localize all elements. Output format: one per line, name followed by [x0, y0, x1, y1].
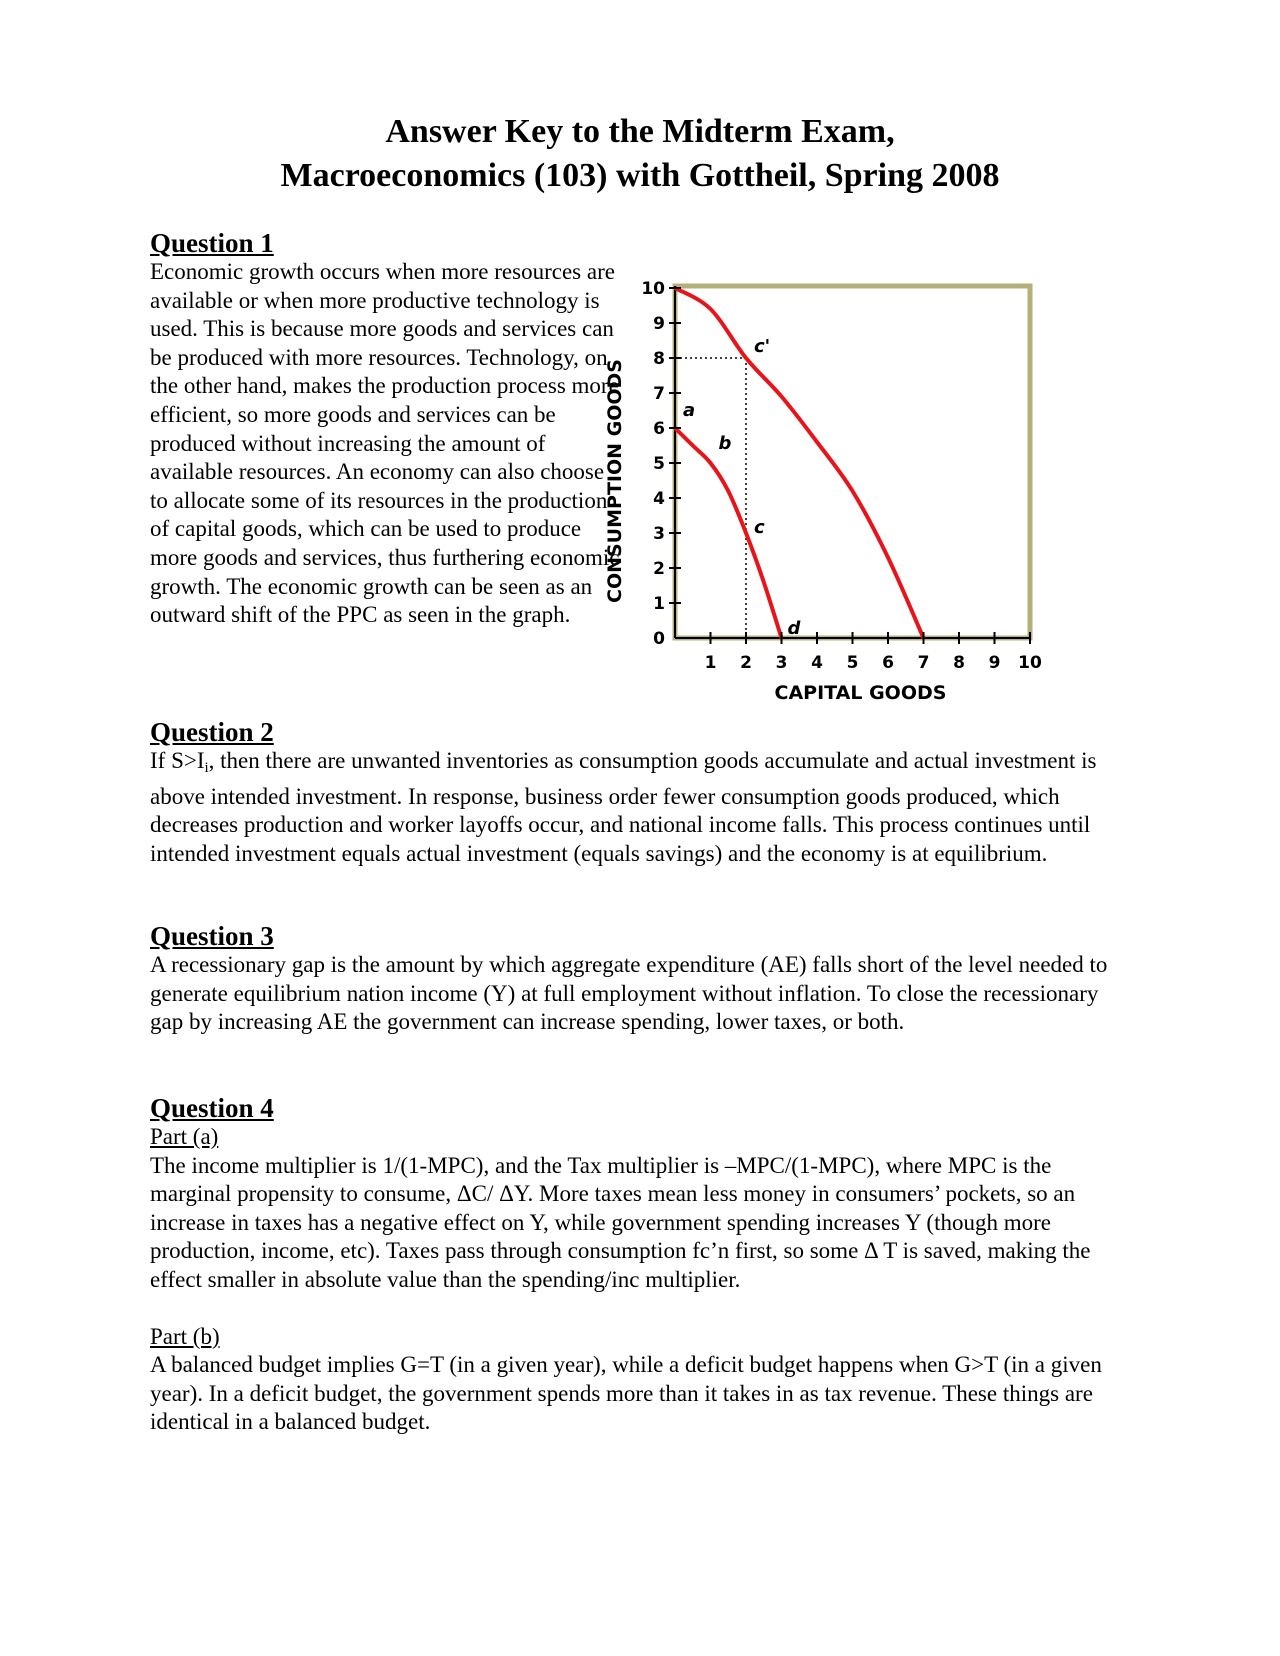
part-b-body: A balanced budget implies G=T (in a given year), while a deficit budget happens when G>T (in a given year). In a deficit budget, the government spends more than it takes in as tax revenue. These things are identical in a balanced budget. — [150, 1352, 1102, 1435]
x-tick-label: 1 — [704, 653, 717, 673]
question-2-section — [150, 717, 1130, 868]
part-a-label: Part (a) — [150, 1124, 219, 1149]
question-2-body — [150, 747, 1130, 868]
question-2-body-start: If S>I — [150, 748, 205, 773]
question-1-body: Economic growth occurs when more resources are available or when more productive technology is used. This is because more goods and services can be produced with more resources. Technology, on the other hand, makes the production process more efficient, so more goods and services can be produced without increasing the amount of available resources. An economy can also choose to allocate some of its resources in the production of capital goods, which can be used to produce more goods and services, thus furthering economic growth. The economic growth can be seen as an outward shift of the PPC as seen in the graph. — [150, 259, 620, 628]
y-tick-label: 9 — [653, 314, 665, 334]
question-2-heading: Question 2 — [150, 717, 274, 747]
question-1-section — [150, 228, 620, 630]
inner-ppc-curve — [675, 428, 782, 638]
point-label-c: c — [754, 517, 765, 538]
page-title — [0, 110, 1280, 198]
y-tick-label: 1 — [653, 594, 665, 614]
question-1-heading: Question 1 — [150, 228, 274, 258]
y-tick-label: 6 — [653, 419, 665, 439]
plot-frame — [675, 286, 1030, 638]
y-tick-label: 8 — [653, 349, 665, 369]
y-tick-label: 2 — [653, 559, 665, 579]
y-tick-label: 5 — [653, 454, 665, 474]
part-spacer — [150, 1295, 1130, 1323]
part-b-label: Part (b) — [150, 1323, 220, 1349]
x-tick-label: 6 — [882, 653, 894, 673]
ppc-chart — [604, 268, 1100, 728]
part-a-body: The income multiplier is 1/(1-MPC), and the Tax multiplier is –MPC/(1-MPC), where MPC is the marginal propensity to consume, ΔC/ ΔY. More taxes mean less money in consumers’ pockets, so an increase in taxes has a negative effect on Y, while government spending increases Y (though more production, income, etc). Taxes pass through consumption fc’n first, so some Δ T is saved, making the effect smaller in absolute value than the spending/inc multiplier. — [150, 1152, 1091, 1292]
question-3-body: A recessionary gap is the amount by which aggregate expenditure (AE) falls short of the level needed to generate equilibrium nation income (Y) at full employment without inflation. To close the recessionary gap by increasing AE the government can increase spending, lower taxes, or both. — [150, 952, 1108, 1035]
y-tick-label: 10 — [641, 279, 665, 299]
point-label-d: d — [787, 618, 801, 639]
point-label-c-prime: c' — [754, 336, 771, 357]
x-tick-label: 2 — [740, 653, 752, 673]
x-tick-label: 4 — [811, 653, 823, 673]
question-2-body-subscript: i — [204, 760, 209, 776]
x-tick-label: 9 — [988, 653, 1001, 673]
x-tick-label: 3 — [775, 653, 788, 673]
y-axis-label: CONSUMPTION GOODS — [604, 359, 626, 603]
question-4-heading: Question 4 — [150, 1093, 274, 1123]
title-line-2: Macroeconomics (103) with Gottheil, Spring 2008 — [280, 157, 1000, 194]
question-3-section — [150, 921, 1130, 1037]
y-tick-label: 3 — [653, 524, 665, 544]
chart-frame — [675, 286, 1030, 638]
question-2-body-rest: , then there are unwanted inventories as consumption goods accumulate and actual investment is above intended investment. In response, business order fewer consumption goods produced, which decreases production and worker layoffs occur, and national income falls. This process continues until intended investment equals actual investment (equals savings) and the economy is at equilibrium. — [150, 748, 1097, 866]
y-tick-label: 7 — [653, 384, 665, 404]
y-tick-label: 4 — [653, 489, 665, 509]
question-4-section — [150, 1093, 1130, 1437]
x-tick-label: 5 — [846, 653, 859, 673]
point-label-a: a — [683, 400, 696, 421]
x-axis-label: CAPITAL GOODS — [774, 682, 947, 704]
ppc-curves — [675, 288, 924, 638]
question-3-heading: Question 3 — [150, 921, 274, 951]
x-tick-label: 7 — [917, 653, 930, 673]
y-tick-label: 0 — [653, 629, 665, 649]
point-label-b: b — [718, 433, 732, 454]
point-labels — [683, 336, 802, 639]
x-tick-label: 10 — [1018, 653, 1042, 673]
x-tick-label: 8 — [953, 653, 965, 673]
title-line-1: Answer Key to the Midterm Exam, — [385, 113, 895, 150]
chart-axes — [675, 286, 1030, 638]
